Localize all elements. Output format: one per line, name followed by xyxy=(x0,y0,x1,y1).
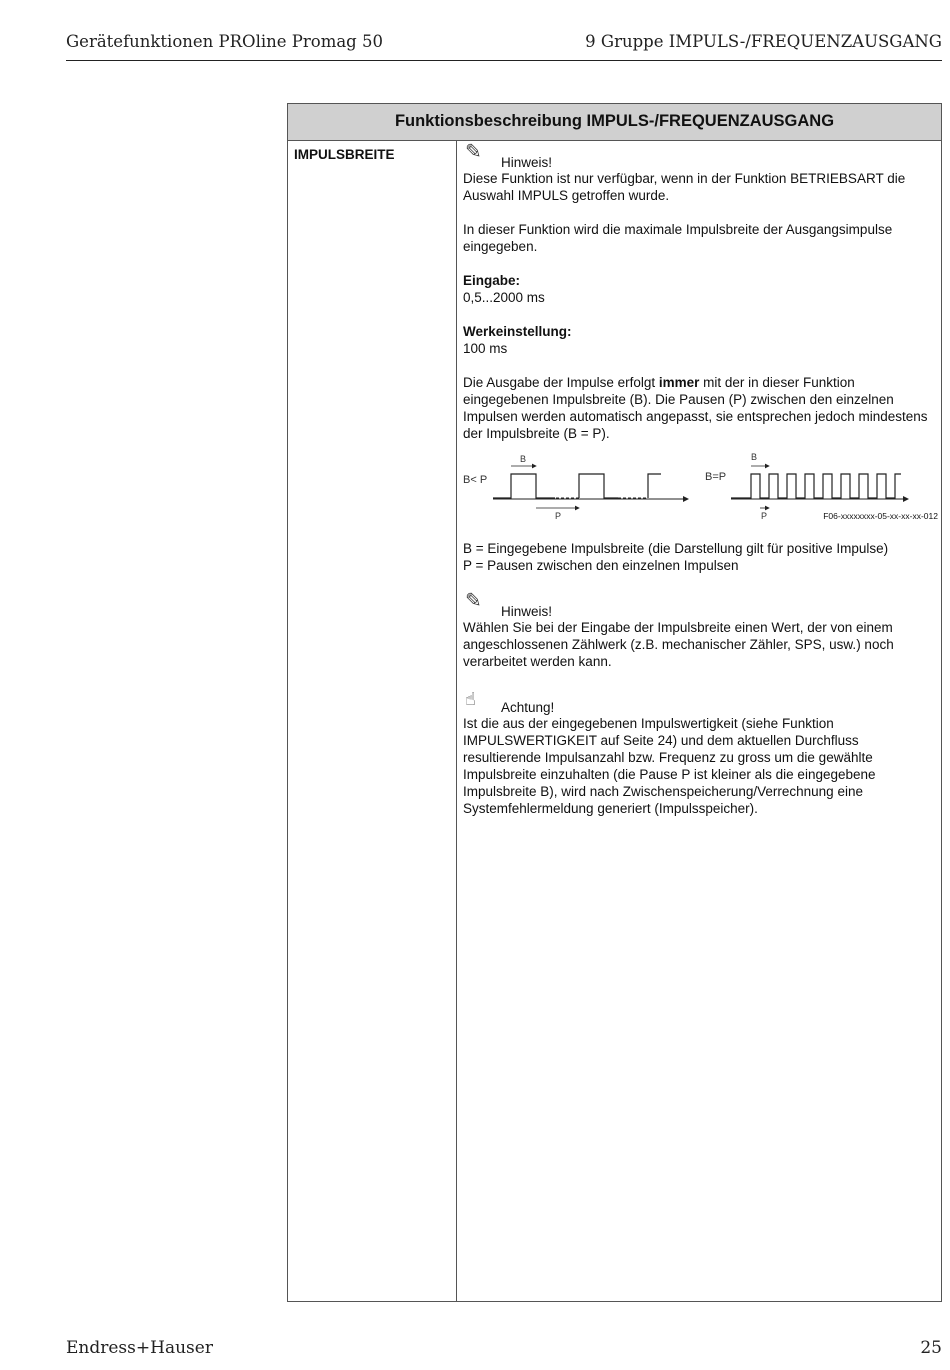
input-value: 0,5...2000 ms xyxy=(463,290,545,305)
label-b-less-p: B< P xyxy=(463,474,488,486)
default-value: 100 ms xyxy=(463,341,508,356)
page-header xyxy=(66,32,942,54)
column-divider xyxy=(456,141,457,1301)
caution-label: Achtung! xyxy=(501,700,555,715)
pulse-train-right xyxy=(731,474,901,498)
pulse-left-2 xyxy=(579,474,618,498)
function-description-table xyxy=(287,103,942,1302)
p-label-right: P xyxy=(761,511,768,521)
brand-logo-text: Endress+Hauser xyxy=(66,1338,213,1358)
pencil-icon: ✎ xyxy=(465,590,482,612)
pulse-output-paragraph: Die Ausgabe der Impulse erfolgt immer mit der in dieser Funktion eingegebenen Impulsbreite (B). Die Pausen (P) zwischen den einzelnen Impulsen werden automatisch angepasst, sie entsprechen jedoch mindestens der Impulsbreite (B = P). xyxy=(463,375,928,441)
legend-b: B = Eingegebene Impulsbreite (die Darstellung gilt für positive Impulse) xyxy=(463,541,889,556)
table-title: Funktionsbeschreibung IMPULS-/FREQUENZAUSGANG xyxy=(288,104,941,141)
b-label-right: B xyxy=(751,452,758,462)
pulse-width-diagram xyxy=(463,452,938,522)
pulse-left-1 xyxy=(493,474,555,498)
function-description xyxy=(463,141,938,817)
figure-code: F06-xxxxxxxx-05-xx-xx-xx-012 xyxy=(823,511,938,521)
header-section-title: 9 Gruppe IMPULS-/FREQUENZAUSGANG xyxy=(585,32,942,51)
pulse-left-3 xyxy=(648,474,661,498)
note-text-2: Wählen Sie bei der Eingabe der Impulsbreite einen Wert, der von einem angeschlossenen Zählwerk (z.B. mechanischer Zähler, SPS, usw.) noch verarbeitet werden kann. xyxy=(463,620,894,669)
p-label-left: P xyxy=(555,511,562,521)
input-label: Eingabe: xyxy=(463,273,521,288)
caution-text: Ist die aus der eingegebenen Impulswertigkeit (siehe Funktion IMPULSWERTIGKEIT auf Seite 24) und dem aktuellen Durchfluss resultierende Impulsanzahl bzw. Frequenz zu gross um die gewählte Impulsbreite einzuhalten (die Pause P ist kleiner als die eingegebene Impulsbreite B), wird nach Zwischenspeicherung/Verrechnung eine Systemfehlermeldung generiert (Impulsspeicher). xyxy=(463,716,876,816)
function-name: IMPULSBREITE xyxy=(294,147,395,162)
pencil-icon: ✎ xyxy=(465,141,482,163)
label-b-equal-p: B=P xyxy=(705,471,727,483)
header-rule xyxy=(66,60,942,61)
default-label: Werkeinstellung: xyxy=(463,324,572,339)
note-header-2 xyxy=(463,590,935,619)
header-document-title: Gerätefunktionen PROline Promag 50 xyxy=(66,32,383,51)
page-number: 25 xyxy=(920,1338,942,1358)
pointing-hand-icon: ☝ xyxy=(465,689,476,710)
caution-header xyxy=(463,689,935,715)
note-header xyxy=(463,141,935,170)
legend-p: P = Pausen zwischen den einzelnen Impulsen xyxy=(463,558,739,573)
emphasis-immer: immer xyxy=(658,375,700,390)
page-footer xyxy=(66,1338,942,1362)
b-label-left: B xyxy=(520,454,527,464)
note-text: Diese Funktion ist nur verfügbar, wenn in der Funktion BETRIEBSART die Auswahl IMPULS getroffen wurde. xyxy=(463,171,906,203)
note-label: Hinweis! xyxy=(501,155,553,170)
description-paragraph: In dieser Funktion wird die maximale Impulsbreite der Ausgangsimpulse eingegeben. xyxy=(463,222,893,254)
note-label-2: Hinweis! xyxy=(501,604,553,619)
